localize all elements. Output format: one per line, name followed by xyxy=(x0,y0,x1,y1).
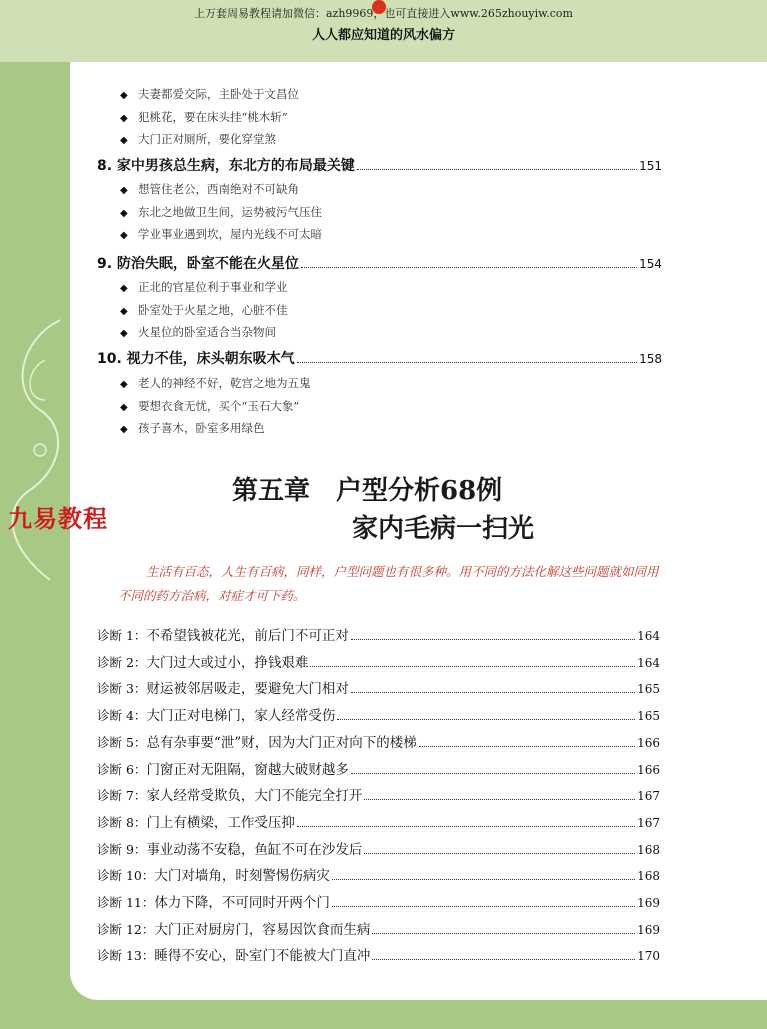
bullet-text: 犯桃花，要在床头挂“桃木斩” xyxy=(138,110,288,124)
toc-diagnosis-9[interactable] xyxy=(97,838,660,860)
bullet-text: 火星位的卧室适合当杂物间 xyxy=(138,325,276,339)
diagnosis-label: 诊断 2： xyxy=(97,654,147,670)
bullet-item xyxy=(120,131,276,147)
toc-section-9[interactable] xyxy=(97,253,662,275)
diagnosis-title: 大门对墙角，时刻警惕伤病灾 xyxy=(154,868,330,885)
diamond-bullet-icon: ◆ xyxy=(120,424,128,435)
diagnosis-title: 不希望钱被花光，前后门不可正对 xyxy=(146,628,349,644)
bullet-item xyxy=(120,302,288,318)
diagnosis-label: 诊断 9： xyxy=(97,841,147,857)
diamond-bullet-icon: ◆ xyxy=(120,402,128,413)
leader-dots xyxy=(297,350,637,363)
diagnosis-title: 事业动荡不安稳，鱼缸不可在沙发后 xyxy=(146,841,363,858)
bullet-text: 大门正对厕所，要化穿堂煞 xyxy=(138,132,276,146)
diagnosis-label: 诊断 10： xyxy=(97,868,155,884)
bullet-item xyxy=(120,204,322,220)
toc-diagnosis-1[interactable] xyxy=(97,624,660,646)
watermark-text: 上万套周易教程请加微信：azh9969，也可直接进入www.265zhouyiw.com xyxy=(193,7,573,20)
bullet-item xyxy=(120,181,299,197)
leader-dots xyxy=(301,255,637,268)
diamond-bullet-icon: ◆ xyxy=(120,135,128,146)
bottom-band xyxy=(0,1000,767,1029)
toc-diagnosis-6[interactable] xyxy=(97,758,660,780)
toc-diagnosis-3[interactable] xyxy=(97,677,660,699)
diamond-bullet-icon: ◆ xyxy=(120,90,128,101)
bullet-item xyxy=(120,324,276,340)
diagnosis-label: 诊断 5： xyxy=(97,734,147,750)
diamond-bullet-icon: ◆ xyxy=(120,379,128,390)
page-number: 168 xyxy=(637,842,660,857)
bullet-text: 学业事业遇到坎，屋内光线不可太暗 xyxy=(138,227,322,241)
page-number: 154 xyxy=(639,257,662,271)
bullet-item xyxy=(120,420,265,436)
diagnosis-label: 诊断 11： xyxy=(97,895,155,910)
decorative-swirl-icon xyxy=(0,300,70,600)
bullet-text: 想管住老公，西南绝对不可缺角 xyxy=(138,182,299,196)
diamond-bullet-icon: ◆ xyxy=(120,208,128,219)
diagnosis-title: 大门过大或过小，挣钱艰难 xyxy=(146,654,309,671)
diagnosis-title: 门窗正对无阻隔，窗越大破财越多 xyxy=(146,761,349,778)
diagnosis-title: 总有杂事要“泄”财，因为大门正对向下的楼梯 xyxy=(146,734,417,751)
leader-dots xyxy=(372,948,635,960)
diagnosis-label: 诊断 7： xyxy=(97,788,147,804)
diamond-bullet-icon: ◆ xyxy=(120,328,128,339)
toc-diagnosis-13[interactable] xyxy=(97,944,660,966)
diagnosis-label: 诊断 13： xyxy=(97,948,155,964)
toc-diagnosis-10[interactable] xyxy=(97,864,660,886)
bullet-item xyxy=(120,86,299,102)
bullet-text: 孩子喜木，卧室多用绿色 xyxy=(138,421,265,435)
toc-section-10[interactable] xyxy=(97,348,662,370)
diagnosis-label: 诊断 1： xyxy=(97,628,147,643)
leader-dots xyxy=(332,868,635,880)
bullet-text: 要想衣食无忧，买个“玉石大象” xyxy=(138,399,300,413)
diagnosis-label: 诊断 4： xyxy=(97,708,147,724)
diamond-bullet-icon: ◆ xyxy=(120,306,128,317)
page-number: 169 xyxy=(637,896,660,910)
leader-dots xyxy=(372,922,635,934)
toc-section-8[interactable] xyxy=(97,155,662,177)
page-number: 151 xyxy=(639,159,662,173)
diamond-bullet-icon: ◆ xyxy=(120,230,128,241)
diagnosis-label: 诊断 6： xyxy=(97,761,147,777)
bullet-item xyxy=(120,398,299,414)
diagnosis-title: 体力下降，不可同时开两个门 xyxy=(154,895,330,911)
chapter-subtitle: 家内毛病一扫光 xyxy=(352,514,535,544)
bullet-text: 夫妻都爱交际，主卧处于文昌位 xyxy=(138,87,299,101)
bullet-text: 东北之地做卫生间，运势被污气压住 xyxy=(138,205,322,219)
diagnosis-label: 诊断 3： xyxy=(97,681,147,697)
chapter-intro: 生活有百态，人生有百病，同样，户型问题也有很多种。用不同的方法化解这些问题就如同用不同的药方治病，对症才可下药。 xyxy=(118,564,659,603)
leader-dots xyxy=(364,788,635,800)
page-number: 166 xyxy=(637,762,660,777)
section-title: 8. 家中男孩总生病，东北方的布局最关键 xyxy=(97,158,355,174)
page-number: 165 xyxy=(637,709,660,724)
page-number: 166 xyxy=(637,735,660,750)
page-number: 170 xyxy=(637,949,660,964)
leader-dots xyxy=(351,628,635,640)
section-title: 9. 防治失眠，卧室不能在火星位 xyxy=(97,256,299,272)
diagnosis-title: 大门正对厨房门，容易因饮食而生病 xyxy=(154,921,371,938)
leader-dots xyxy=(364,842,635,854)
leader-dots xyxy=(351,762,635,774)
leader-dots xyxy=(351,681,635,693)
bullet-text: 卧室处于火星之地，心脏不佳 xyxy=(138,303,288,317)
page-number: 169 xyxy=(637,922,660,937)
page-number: 165 xyxy=(637,682,660,697)
diagnosis-label: 诊断 12： xyxy=(97,921,155,937)
leader-dots xyxy=(357,157,637,170)
chapter-title: 第五章 户型分析68例 xyxy=(232,476,503,506)
page-number: 167 xyxy=(637,789,660,804)
diagnosis-title: 家人经常受欺负，大门不能完全打开 xyxy=(146,788,363,805)
leader-dots xyxy=(337,708,635,720)
toc-diagnosis-2[interactable] xyxy=(97,651,660,673)
diamond-bullet-icon: ◆ xyxy=(120,113,128,124)
toc-diagnosis-7[interactable] xyxy=(97,784,660,806)
toc-diagnosis-8[interactable] xyxy=(97,811,660,833)
page-number: 164 xyxy=(637,655,660,670)
page-number: 168 xyxy=(637,869,660,884)
diagnosis-label: 诊断 8： xyxy=(97,814,147,830)
leader-dots xyxy=(297,815,635,827)
toc-diagnosis-11[interactable] xyxy=(97,891,660,913)
bullet-item xyxy=(120,109,288,125)
bullet-item xyxy=(120,226,322,242)
bullet-text: 正北的官星位利于事业和学业 xyxy=(138,280,288,294)
leader-dots xyxy=(332,895,635,907)
page-number: 164 xyxy=(637,629,660,643)
page-number: 167 xyxy=(637,815,660,830)
bullet-text: 老人的神经不好，乾宫之地为五鬼 xyxy=(138,376,311,390)
leader-dots xyxy=(310,655,635,667)
diamond-bullet-icon: ◆ xyxy=(120,283,128,294)
toc-diagnosis-5[interactable] xyxy=(97,731,660,753)
leader-dots xyxy=(419,735,635,747)
page-header: 人人都应知道的风水偏方 xyxy=(311,28,455,43)
brand-logo: 九易教程 xyxy=(8,505,108,533)
section-title: 10. 视力不佳，床头朝东吸木气 xyxy=(97,351,295,367)
diagnosis-title: 大门正对电梯门，家人经常受伤 xyxy=(146,708,336,725)
diagnosis-title: 门上有横梁，工作受压抑 xyxy=(146,814,295,831)
toc-diagnosis-12[interactable] xyxy=(97,918,660,940)
diagnosis-title: 睡得不安心，卧室门不能被大门直冲 xyxy=(154,948,371,965)
bullet-item xyxy=(120,375,311,391)
page-number: 158 xyxy=(639,352,662,366)
bullet-item xyxy=(120,279,288,295)
toc-diagnosis-4[interactable] xyxy=(97,704,660,726)
diagnosis-title: 财运被邻居吸走，要避免大门相对 xyxy=(146,681,349,698)
diamond-bullet-icon: ◆ xyxy=(120,185,128,196)
